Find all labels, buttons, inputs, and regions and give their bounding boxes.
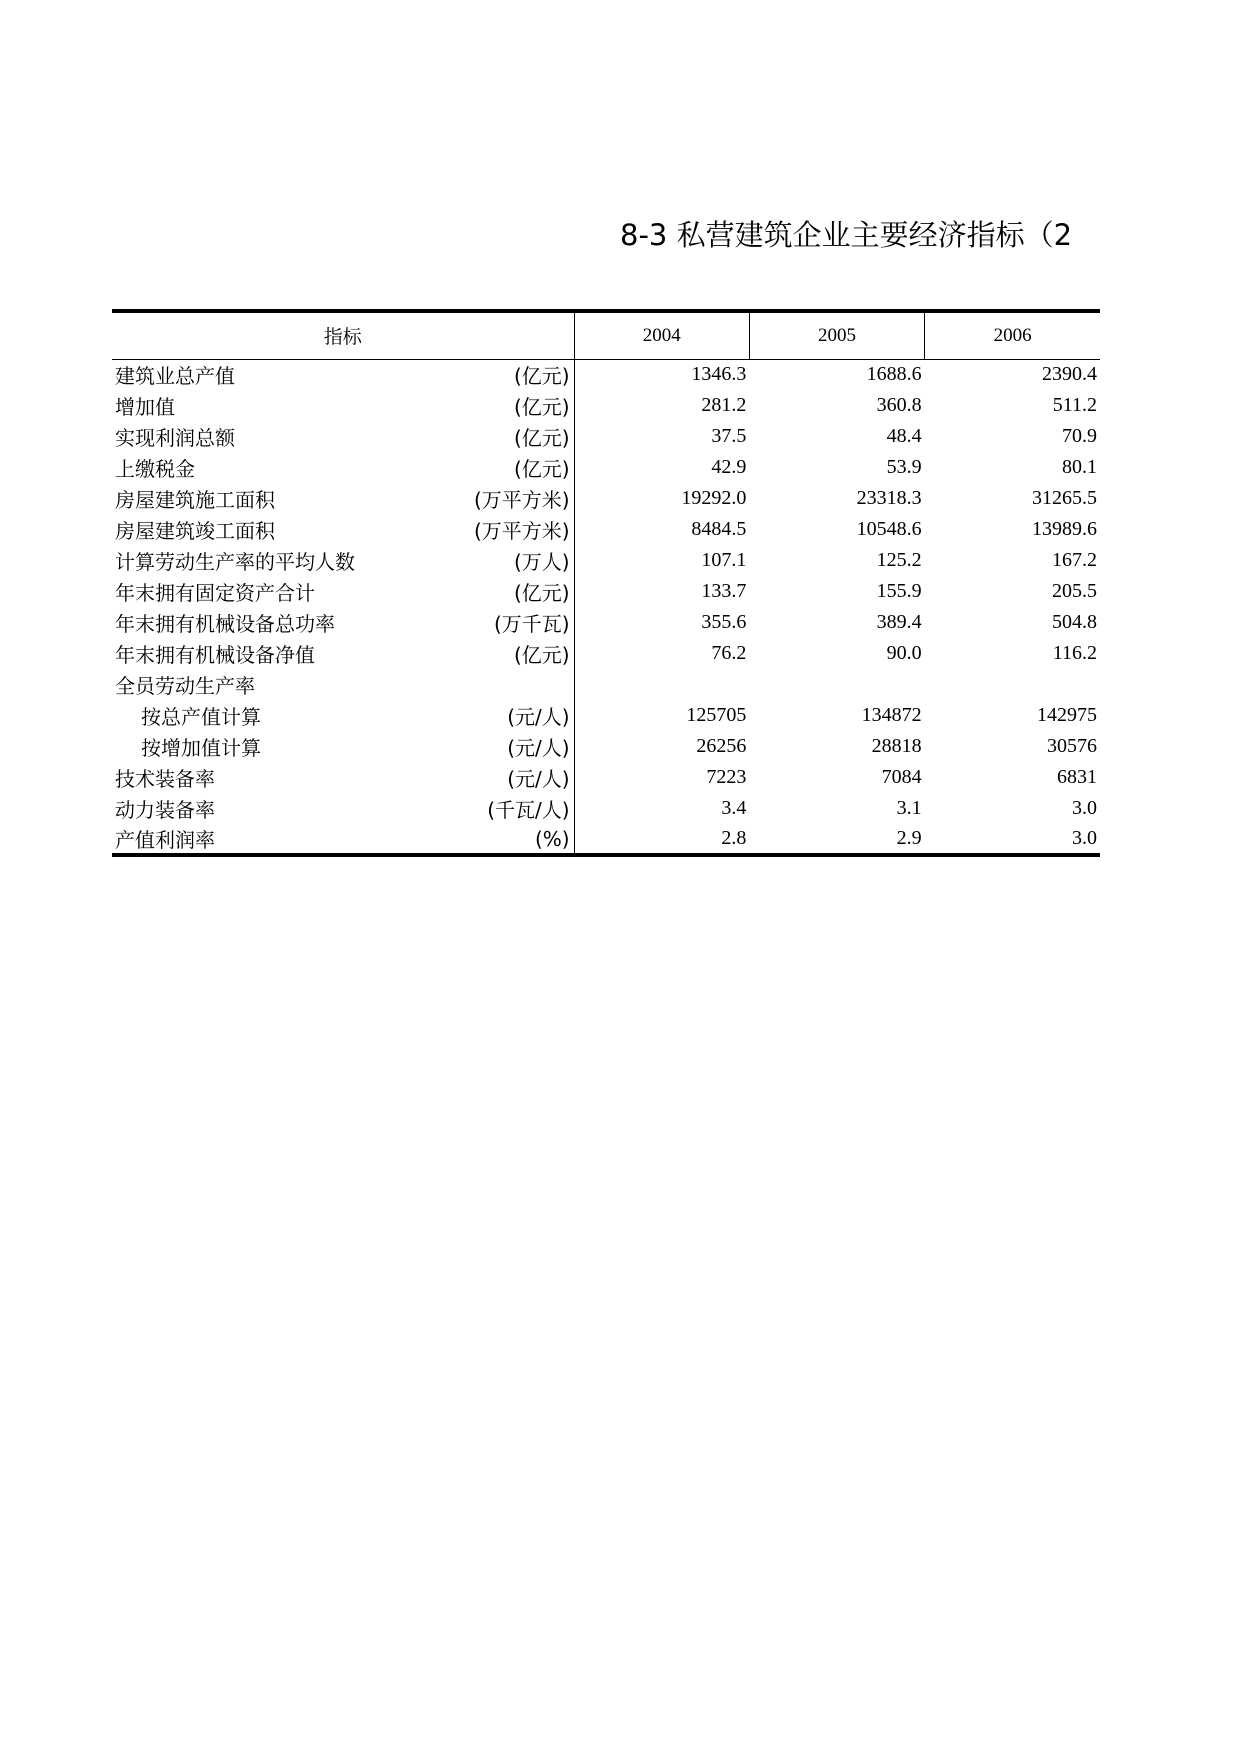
indicator-name: 房屋建筑竣工面积: [115, 519, 275, 543]
value-cell: 1688.6: [866, 363, 922, 386]
indicator-name: 按增加值计算: [141, 736, 261, 760]
value-cell: 2.9: [749, 824, 924, 855]
value-cell: 125705: [686, 704, 747, 726]
table-row: [112, 421, 1100, 452]
indicator-unit: (万千瓦): [493, 612, 570, 636]
title-container: [620, 210, 1100, 260]
indicator-name: 实现利润总额: [115, 426, 235, 450]
value-cell: 7223: [706, 766, 747, 788]
header-year: 2006: [925, 311, 1100, 359]
value-cell: 133.7: [701, 580, 747, 602]
table-row: [112, 390, 1100, 421]
value-cell: 13989.6: [1032, 518, 1097, 540]
value-cell: [574, 669, 749, 700]
value-cell: 7084: [881, 766, 922, 788]
indicator-cell: [112, 669, 574, 700]
indicator-name: 按总产值计算: [141, 705, 261, 729]
indicator-cell: [112, 731, 574, 762]
value-cell: 80.1: [1062, 456, 1097, 478]
value-cell: 3.0: [1072, 797, 1097, 819]
table-row: [112, 545, 1100, 576]
indicator-name: 技术装备率: [115, 767, 215, 791]
value-cell: 107.1: [701, 549, 747, 571]
value-cell: 53.9: [886, 456, 922, 478]
value-cell: 23318.3: [856, 487, 922, 509]
indicator-unit: (元/人): [507, 767, 570, 791]
value-cell: 355.6: [701, 611, 747, 633]
indicator-unit: (元/人): [507, 705, 570, 729]
table-row: [112, 607, 1100, 638]
value-cell: 2390.4: [1042, 363, 1097, 386]
table-header-row: [112, 311, 1100, 359]
indicator-name: 建筑业总产值: [115, 364, 235, 389]
value-cell: 504.8: [1052, 611, 1097, 633]
indicator-name: 年末拥有机械设备总功率: [115, 612, 335, 636]
table-row: [112, 824, 1100, 855]
table-row: [112, 359, 1100, 390]
table-body: [112, 359, 1100, 855]
value-cell: 31265.5: [1032, 487, 1097, 509]
indicator-cell: [112, 762, 574, 793]
value-cell: 155.9: [876, 580, 922, 602]
indicator-cell: [112, 514, 574, 545]
value-cell: 8484.5: [691, 518, 747, 540]
value-cell: 26256: [696, 735, 747, 757]
indicator-cell: [112, 452, 574, 483]
indicator-unit: (亿元): [513, 643, 570, 667]
value-cell: 90.0: [886, 642, 922, 664]
indicator-unit: (元/人): [507, 736, 570, 760]
indicator-cell: [112, 421, 574, 452]
value-cell: 125.2: [876, 549, 922, 571]
indicator-cell: [112, 483, 574, 514]
value-cell: [925, 669, 1100, 700]
table-row: [112, 452, 1100, 483]
table-row: [112, 514, 1100, 545]
value-cell: 142975: [1037, 704, 1097, 726]
indicator-name: 产值利润率: [115, 828, 215, 852]
value-cell: [749, 669, 924, 700]
value-cell: 2.8: [574, 824, 749, 855]
indicator-cell: [112, 390, 574, 421]
table-container: [112, 309, 1100, 857]
indicator-name: 年末拥有固定资产合计: [115, 581, 315, 605]
header-year: 2004: [574, 311, 749, 359]
indicator-name: 房屋建筑施工面积: [115, 488, 275, 512]
table-row: [112, 638, 1100, 669]
value-cell: 3.1: [896, 797, 922, 819]
value-cell: 28818: [871, 735, 922, 757]
indicators-table: [112, 309, 1100, 857]
indicator-name: 年末拥有机械设备净值: [115, 643, 315, 667]
value-cell: 76.2: [711, 642, 747, 664]
indicator-name: 上缴税金: [115, 457, 195, 481]
indicator-name: 全员劳动生产率: [115, 674, 255, 698]
table-row: [112, 576, 1100, 607]
table-row: [112, 483, 1100, 514]
value-cell: 281.2: [701, 394, 747, 416]
table-row: [112, 793, 1100, 824]
indicator-cell: [112, 793, 574, 824]
indicator-unit: (亿元): [513, 426, 570, 450]
value-cell: 1346.3: [691, 363, 747, 386]
value-cell: 70.9: [1062, 425, 1097, 447]
value-cell: 3.0: [925, 824, 1100, 855]
table-row: [112, 731, 1100, 762]
value-cell: 42.9: [711, 456, 747, 478]
value-cell: 10548.6: [856, 518, 922, 540]
value-cell: 389.4: [876, 611, 922, 633]
indicator-unit: (万人): [513, 550, 570, 574]
table-row: [112, 669, 1100, 700]
page-title: 8-3 私营建筑企业主要经济指标（2: [620, 218, 1073, 252]
value-cell: 37.5: [711, 425, 747, 447]
indicator-name: 增加值: [115, 395, 175, 419]
indicator-unit: (万平方米): [473, 519, 570, 543]
indicator-unit: (亿元): [513, 395, 570, 419]
value-cell: 360.8: [876, 394, 922, 416]
value-cell: 30576: [1047, 735, 1097, 757]
indicator-unit: (千瓦/人): [487, 798, 570, 822]
indicator-unit: (亿元): [513, 581, 570, 605]
value-cell: 48.4: [886, 425, 922, 447]
value-cell: 3.4: [721, 797, 747, 819]
indicator-cell: [112, 700, 574, 731]
value-cell: 6831: [1057, 766, 1097, 788]
indicator-cell: [112, 638, 574, 669]
indicator-name: 动力装备率: [115, 798, 215, 822]
value-cell: 19292.0: [681, 487, 747, 509]
indicator-cell: [112, 824, 574, 855]
indicator-unit: (亿元): [513, 364, 570, 389]
value-cell: 205.5: [1052, 580, 1097, 602]
indicator-unit: (%): [534, 826, 570, 851]
indicator-unit: (亿元): [513, 457, 570, 481]
table-row: [112, 762, 1100, 793]
value-cell: 511.2: [1052, 394, 1097, 416]
indicator-cell: [112, 607, 574, 638]
value-cell: 167.2: [1052, 549, 1097, 571]
indicator-unit: (万平方米): [473, 488, 570, 512]
value-cell: 134872: [861, 704, 922, 726]
indicator-cell: [112, 576, 574, 607]
header-indicator: 指标: [112, 311, 574, 359]
table-row: [112, 700, 1100, 731]
value-cell: 116.2: [1052, 642, 1097, 664]
header-year: 2005: [749, 311, 924, 359]
indicator-cell: [112, 545, 574, 576]
indicator-cell: [112, 359, 574, 390]
indicator-name: 计算劳动生产率的平均人数: [115, 550, 355, 574]
